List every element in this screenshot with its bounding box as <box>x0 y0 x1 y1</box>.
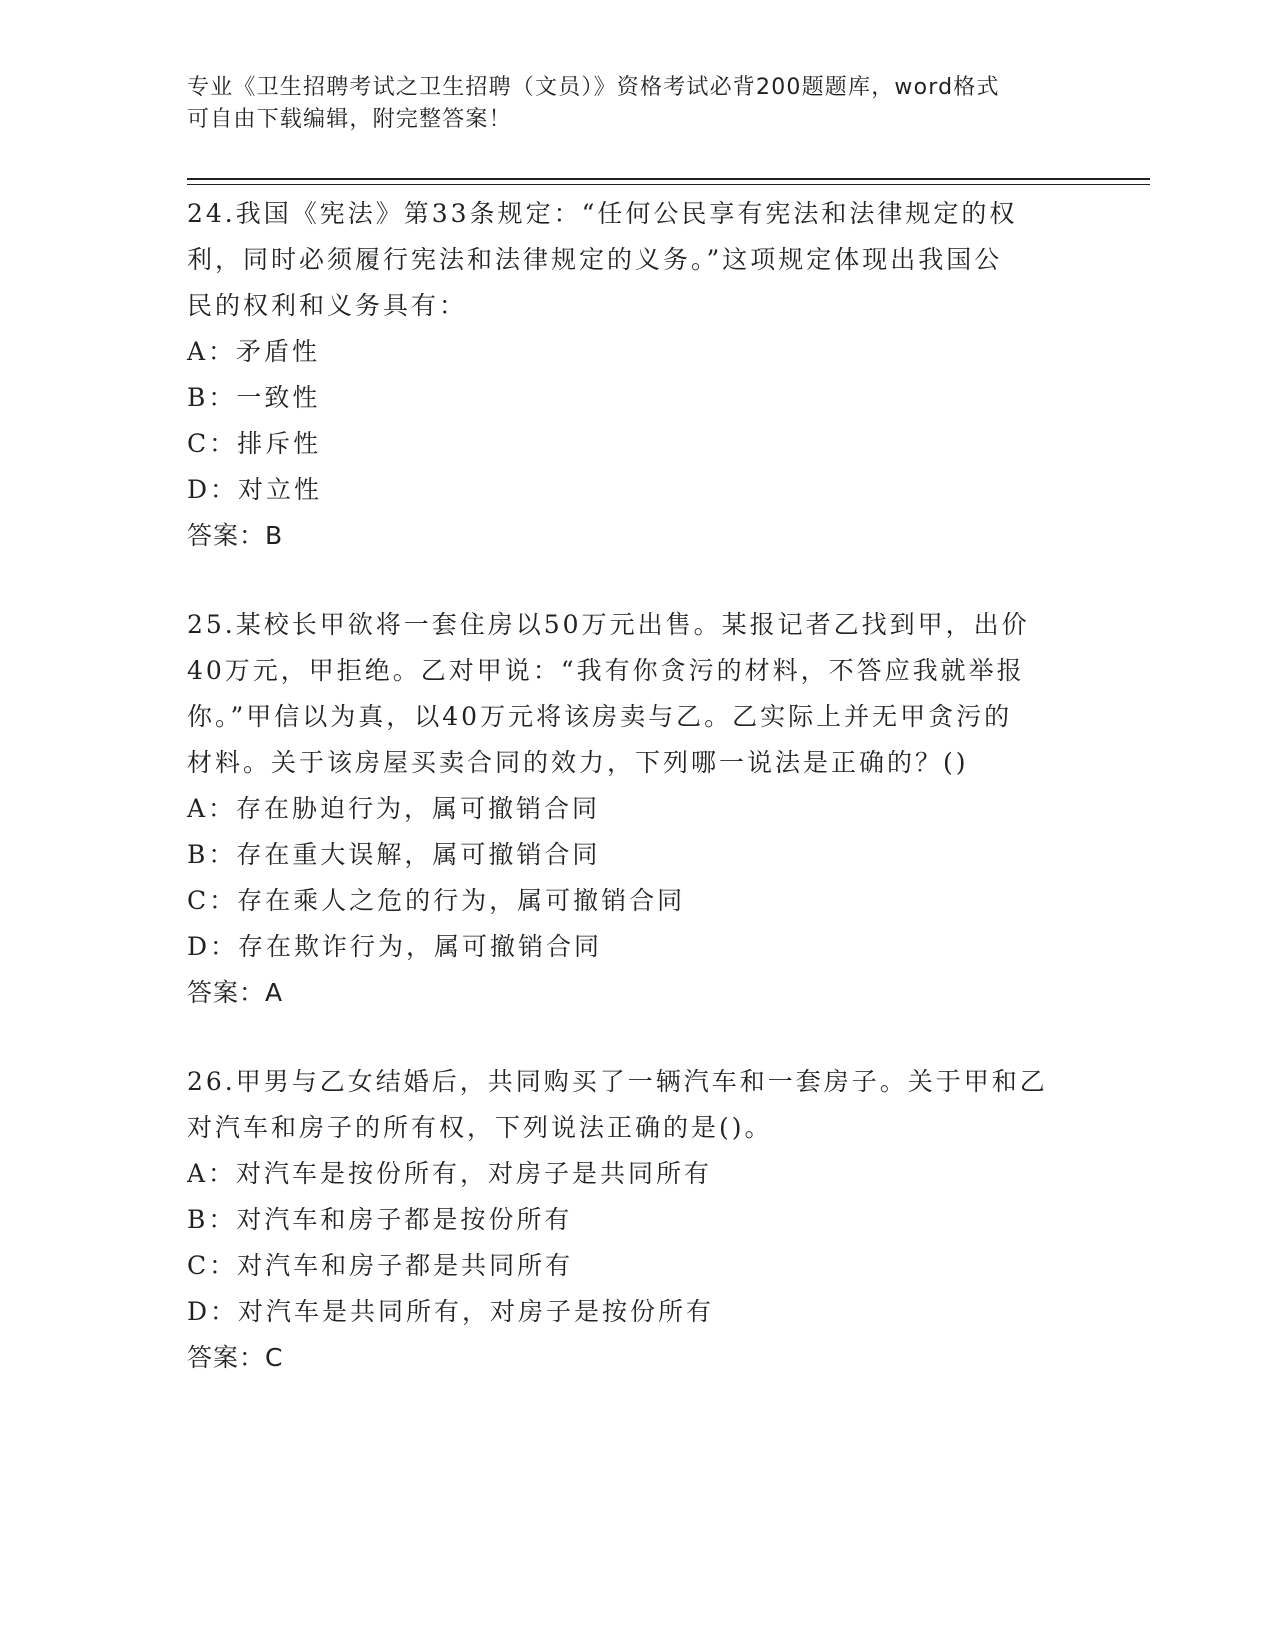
answer-label: 答案：C <box>187 1343 284 1372</box>
option-a: A：对汽车是按份所有，对房子是共同所有 <box>187 1159 713 1188</box>
question-stem-line: 24.我国《宪法》第33条规定：“任何公民享有宪法和法律规定的权 <box>187 199 1018 228</box>
option-b: B：一致性 <box>187 383 321 412</box>
option-d: D：对汽车是共同所有，对房子是按份所有 <box>187 1297 715 1326</box>
header-divider-thin <box>187 184 1150 185</box>
question-list <box>187 191 1087 1381</box>
question-stem <box>187 602 1087 786</box>
question-stem <box>187 191 1087 329</box>
question-stem-line: 对汽车和房子的所有权，下列说法正确的是()。 <box>187 1113 773 1142</box>
answer-label: 答案：B <box>187 521 284 550</box>
option-c: C：对汽车和房子都是共同所有 <box>187 1251 574 1280</box>
question-stem-line: 材料。关于该房屋买卖合同的效力，下列哪一说法是正确的？() <box>187 748 969 777</box>
header-line-1: 专业《卫生招聘考试之卫生招聘（文员）》资格考试必背200题题库，word格式 <box>187 75 1000 100</box>
question-stem-line: 26.甲男与乙女结婚后，共同购买了一辆汽车和一套房子。关于甲和乙 <box>187 1067 1048 1096</box>
option-a: A：存在胁迫行为，属可撤销合同 <box>187 794 601 823</box>
question-26 <box>187 1059 1087 1381</box>
question-spacer <box>187 1016 1087 1059</box>
option-c: C：存在乘人之危的行为，属可撤销合同 <box>187 886 686 915</box>
question-stem-line: 民的权利和义务具有： <box>187 291 468 320</box>
header-line-2: 可自由下载编辑，附完整答案！ <box>187 107 512 132</box>
question-stem-line: 你。”甲信以为真，以40万元将该房卖与乙。乙实际上并无甲贪污的 <box>187 702 1013 731</box>
option-d: D：存在欺诈行为，属可撤销合同 <box>187 932 603 961</box>
question-stem-line: 25.某校长甲欲将一套住房以50万元出售。某报记者乙找到甲，出价 <box>187 610 1030 639</box>
header-divider-thick <box>187 178 1150 180</box>
question-stem-line: 利，同时必须履行宪法和法律规定的义务。”这项规定体现出我国公 <box>187 245 1003 274</box>
answer-label: 答案：A <box>187 978 284 1007</box>
option-b: B：对汽车和房子都是按份所有 <box>187 1205 573 1234</box>
question-24 <box>187 191 1087 559</box>
option-a: A：矛盾性 <box>187 337 321 366</box>
question-25 <box>187 602 1087 1016</box>
option-b: B：存在重大误解，属可撤销合同 <box>187 840 601 869</box>
question-stem-line: 40万元，甲拒绝。乙对甲说：“我有你贪污的材料，不答应我就举报 <box>187 656 1025 685</box>
option-c: C：排斥性 <box>187 429 322 458</box>
document-header <box>187 72 1087 136</box>
question-stem <box>187 1059 1087 1151</box>
option-d: D：对立性 <box>187 475 323 504</box>
question-spacer <box>187 559 1087 602</box>
